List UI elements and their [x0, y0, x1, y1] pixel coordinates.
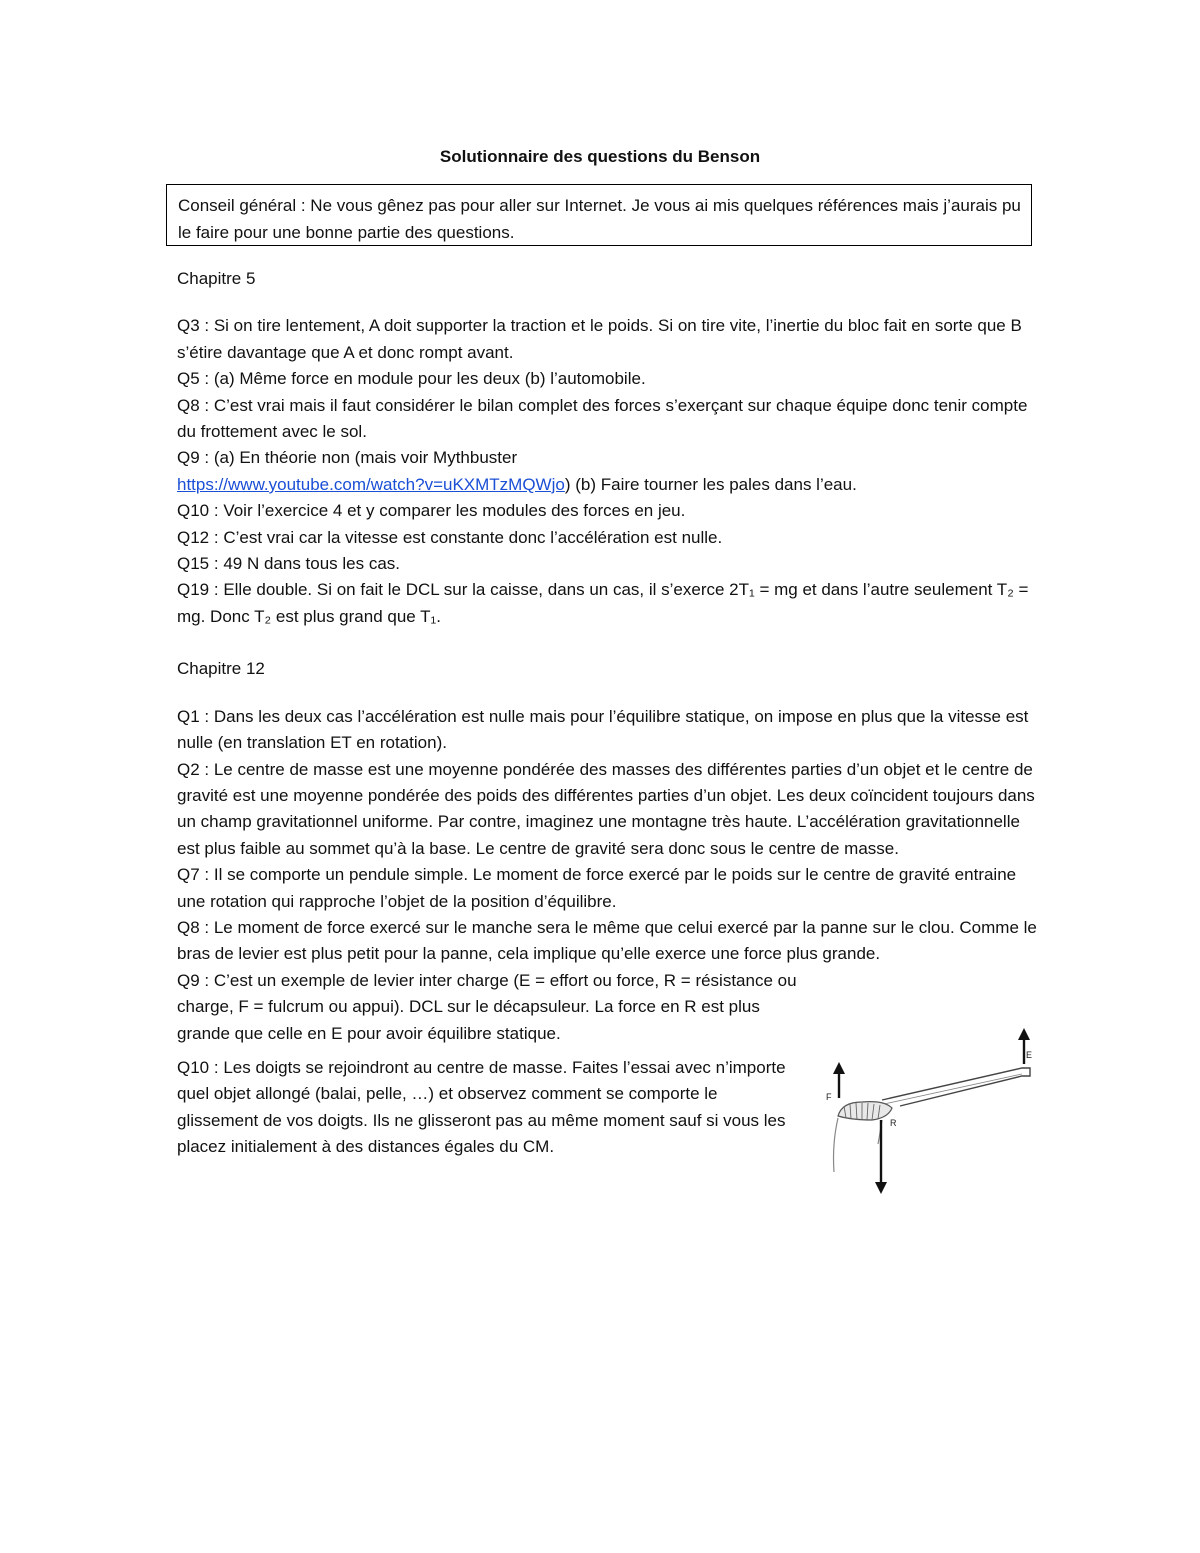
- answer-text: (a) Même force en module pour les deux (b) l’automobile.: [209, 369, 646, 389]
- question-label: Q5 :: [177, 369, 210, 389]
- answer-text: Voir l’exercice 4 et y comparer les modules des forces en jeu.: [218, 501, 686, 521]
- question-ch5-q9: [177, 445, 1037, 498]
- question-label: Q2 :: [177, 759, 210, 779]
- document-title: Solutionnaire des questions du Benson: [439, 147, 761, 166]
- question-ch12-q8: [177, 915, 1037, 968]
- answer-text: Elle double. Si on fait le DCL sur la caisse, dans un cas, il s’exerce 2T₁ = mg et dans l’autre seulement T₂ = mg. Donc T₂ est plus grand que T₁.: [177, 580, 1029, 626]
- advice-box: Conseil général : Ne vous gênez pas pour aller sur Internet. Je vous ai mis quelques références mais j’aurais pu le faire pour une bonne partie des questions.: [166, 184, 1032, 246]
- question-ch12-q10: [177, 1055, 797, 1161]
- question-label: Q8 :: [177, 917, 210, 937]
- answer-text: Si on tire lentement, A doit supporter la traction et le poids. Si on tire vite, l’inertie du bloc fait en sorte que B s’étire davantage que A et donc rompt avant.: [177, 316, 1022, 362]
- question-ch12-q2: [177, 757, 1037, 863]
- answer-text: Dans les deux cas l’accélération est nulle mais pour l’équilibre statique, on impose en plus que la vitesse est nulle (en translation ET en rotation).: [177, 706, 1029, 753]
- opener-handle: [882, 1068, 1030, 1106]
- answer-text: 49 N dans tous les cas.: [218, 554, 401, 574]
- question-label: Q7 :: [177, 865, 210, 885]
- answer-text: C’est vrai mais il faut considérer le bilan complet des forces s’exerçant sur chaque équipe donc tenir compte du frottement avec le sol.: [177, 395, 1028, 442]
- answer-text: C’est un exemple de levier inter charge (E = effort ou force, R = résistance ou charge, F = fulcrum ou appui). DCL sur le décapsuleur. La force en R est plus grande que celle en E pour avoir équilibre statique.: [177, 970, 797, 1043]
- question-label: Q19 :: [177, 580, 219, 600]
- force-r-label: R: [890, 1118, 897, 1128]
- question-label: Q15 :: [177, 554, 219, 574]
- answer-text: Il se comporte un pendule simple. Le moment de force exercé par le poids sur le centre de gravité entraine une rotation qui rapproche l’objet de la position d’équilibre.: [177, 865, 1017, 911]
- chapter-12-heading: Chapitre 12: [177, 659, 265, 679]
- question-ch5-q8: [177, 393, 1037, 446]
- question-label: Q1 :: [177, 706, 210, 726]
- question-ch5-q15: [177, 551, 1037, 577]
- force-e-label: E: [1026, 1050, 1033, 1060]
- lever-figure-svg: [822, 1024, 1034, 1198]
- question-label: Q12 :: [177, 527, 219, 547]
- question-ch5-q10: [177, 498, 1037, 524]
- question-ch12-q9: [177, 968, 797, 1047]
- answer-text: Le moment de force exercé sur le manche sera le même que celui exercé par la panne sur le clou. Comme le bras de levier est plus petit pour la panne, cela implique qu’elle exerce une force plus grande.: [177, 917, 1037, 964]
- question-label: Q8 :: [177, 395, 210, 415]
- question-ch5-q19: [177, 577, 1037, 630]
- answer-text: Les doigts se rejoindront au centre de masse. Faites l’essai avec n’importe quel objet allongé (balai, pelle, …) et observez comment se comporte le glissement de vos doigts. Ils ne glisseront pas au même moment sauf si vous les placez initialement à des distances égales du CM.: [177, 1057, 786, 1157]
- question-ch5-q12: [177, 525, 1037, 551]
- bottle-opener-lever-diagram: [822, 1024, 1034, 1198]
- answer-text: (a) En théorie non (mais voir Mythbuster: [209, 448, 518, 468]
- question-label: Q3 :: [177, 316, 210, 336]
- answer-text: ) (b) Faire tourner les pales dans l’eau.: [564, 474, 857, 494]
- answer-text: Le centre de masse est une moyenne pondérée des masses des différentes parties d’un objet et le centre de gravité est une moyenne pondérée des poids des différentes parties d’un objet. Les deux coïncident toujours dans un champ gravitationnel uniforme. Par contre, imaginez une montagne très haute. L’accélération gravitationnelle est plus faible au sommet qu’à la base. Le centre de gravité sera donc sous le centre de masse.: [177, 759, 1035, 858]
- question-label: Q9 :: [177, 448, 210, 468]
- question-ch5-q5: [177, 366, 1037, 392]
- youtube-link[interactable]: https://www.youtube.com/watch?v=uKXMTzMQWjo: [177, 474, 565, 494]
- question-ch12-q7: [177, 862, 1037, 915]
- answer-text: C’est vrai car la vitesse est constante donc l’accélération est nulle.: [218, 527, 723, 547]
- question-label: Q9 :: [177, 970, 210, 990]
- question-ch12-q1: [177, 704, 1037, 757]
- chapter-5-heading: Chapitre 5: [177, 269, 256, 288]
- question-label: Q10 :: [177, 501, 219, 521]
- question-ch5-q3: [177, 313, 1037, 366]
- force-f-label: F: [826, 1092, 832, 1102]
- question-label: Q10 :: [177, 1057, 219, 1077]
- bottle-neck: [834, 1118, 839, 1172]
